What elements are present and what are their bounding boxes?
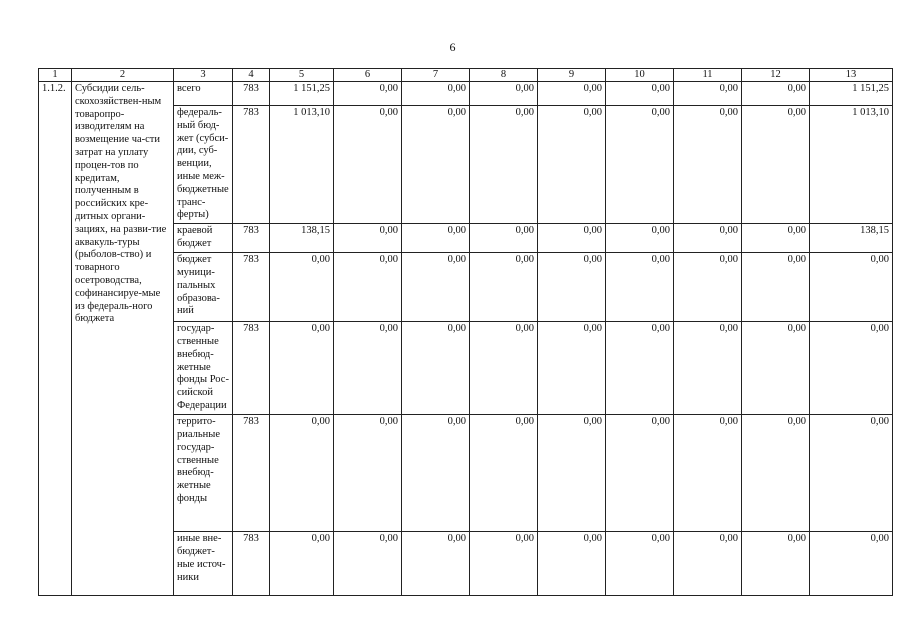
code-cell: 783 xyxy=(233,415,270,532)
value-cell: 0,00 xyxy=(606,106,674,224)
column-header: 5 xyxy=(270,69,334,82)
value-cell: 0,00 xyxy=(810,253,893,322)
value-cell: 138,15 xyxy=(270,224,334,253)
funding-source: иные вне-бюджет-ные источ-ники xyxy=(174,532,233,596)
value-cell: 1 013,10 xyxy=(270,106,334,224)
value-cell: 0,00 xyxy=(538,415,606,532)
value-cell: 0,00 xyxy=(538,322,606,415)
value-cell: 0,00 xyxy=(810,322,893,415)
value-cell: 0,00 xyxy=(538,224,606,253)
value-cell: 0,00 xyxy=(674,253,742,322)
value-cell: 0,00 xyxy=(402,224,470,253)
value-cell: 0,00 xyxy=(270,253,334,322)
value-cell: 0,00 xyxy=(742,532,810,596)
value-cell: 0,00 xyxy=(538,82,606,106)
value-cell: 138,15 xyxy=(810,224,893,253)
column-header: 1 xyxy=(39,69,72,82)
column-header: 11 xyxy=(674,69,742,82)
value-cell: 0,00 xyxy=(334,415,402,532)
funding-source: террито-риальные государ-ственные внебюд-жетные фонды xyxy=(174,415,233,532)
value-cell: 0,00 xyxy=(470,532,538,596)
funding-source: всего xyxy=(174,82,233,106)
column-header: 6 xyxy=(334,69,402,82)
value-cell: 0,00 xyxy=(674,82,742,106)
code-cell: 783 xyxy=(233,532,270,596)
value-cell: 0,00 xyxy=(270,322,334,415)
value-cell: 0,00 xyxy=(742,253,810,322)
funding-source: государ-ственные внебюд-жетные фонды Рос-сийской Федерации xyxy=(174,322,233,415)
value-cell: 0,00 xyxy=(742,224,810,253)
budget-table xyxy=(38,68,893,596)
value-cell: 0,00 xyxy=(334,532,402,596)
value-cell: 0,00 xyxy=(742,82,810,106)
value-cell: 0,00 xyxy=(270,415,334,532)
value-cell: 0,00 xyxy=(538,532,606,596)
value-cell: 0,00 xyxy=(470,106,538,224)
value-cell: 0,00 xyxy=(538,253,606,322)
column-header: 3 xyxy=(174,69,233,82)
value-cell: 1 151,25 xyxy=(270,82,334,106)
value-cell: 0,00 xyxy=(270,532,334,596)
value-cell: 0,00 xyxy=(742,106,810,224)
funding-source: бюджет муници-пальных образова-ний xyxy=(174,253,233,322)
value-cell: 0,00 xyxy=(402,253,470,322)
value-cell: 0,00 xyxy=(606,415,674,532)
value-cell: 1 013,10 xyxy=(810,106,893,224)
value-cell: 0,00 xyxy=(674,224,742,253)
value-cell: 0,00 xyxy=(334,82,402,106)
funding-source: краевой бюджет xyxy=(174,224,233,253)
column-header: 4 xyxy=(233,69,270,82)
value-cell: 0,00 xyxy=(742,415,810,532)
value-cell: 0,00 xyxy=(334,224,402,253)
value-cell: 0,00 xyxy=(606,82,674,106)
value-cell: 0,00 xyxy=(674,415,742,532)
value-cell: 0,00 xyxy=(470,224,538,253)
value-cell: 0,00 xyxy=(674,106,742,224)
value-cell: 0,00 xyxy=(470,322,538,415)
item-description: Субсидии сель-скохозяйствен-ным товаропро-изводителям на возмещение ча-сти затрат на уплату процен-тов по кредитам, полученным в российских кре-дитных органи-зациях, на разви-тие аквакуль-туры (рыболов-ство) и товарного осетроводства, софинансируе-мые из федераль-ного бюджета xyxy=(72,82,174,596)
column-header: 13 xyxy=(810,69,893,82)
value-cell: 0,00 xyxy=(334,106,402,224)
value-cell: 0,00 xyxy=(402,532,470,596)
value-cell: 0,00 xyxy=(402,322,470,415)
value-cell: 0,00 xyxy=(606,532,674,596)
column-header: 12 xyxy=(742,69,810,82)
header-row xyxy=(39,69,893,82)
item-code: 1.1.2. xyxy=(39,82,72,596)
value-cell: 0,00 xyxy=(810,532,893,596)
column-header: 9 xyxy=(538,69,606,82)
value-cell: 0,00 xyxy=(674,532,742,596)
value-cell: 0,00 xyxy=(606,224,674,253)
value-cell: 0,00 xyxy=(538,106,606,224)
funding-source: федераль-ный бюд-жет (субси-дии, суб-венции, иные меж-бюджетные транс-ферты) xyxy=(174,106,233,224)
value-cell: 0,00 xyxy=(402,415,470,532)
table-row xyxy=(39,82,893,106)
code-cell: 783 xyxy=(233,82,270,106)
value-cell: 0,00 xyxy=(470,253,538,322)
value-cell: 1 151,25 xyxy=(810,82,893,106)
value-cell: 0,00 xyxy=(334,253,402,322)
code-cell: 783 xyxy=(233,106,270,224)
value-cell: 0,00 xyxy=(674,322,742,415)
value-cell: 0,00 xyxy=(334,322,402,415)
column-header: 7 xyxy=(402,69,470,82)
value-cell: 0,00 xyxy=(402,106,470,224)
code-cell: 783 xyxy=(233,253,270,322)
value-cell: 0,00 xyxy=(470,415,538,532)
column-header: 10 xyxy=(606,69,674,82)
code-cell: 783 xyxy=(233,322,270,415)
code-cell: 783 xyxy=(233,224,270,253)
page-number: 6 xyxy=(449,40,456,54)
value-cell: 0,00 xyxy=(606,322,674,415)
column-header: 8 xyxy=(470,69,538,82)
value-cell: 0,00 xyxy=(470,82,538,106)
value-cell: 0,00 xyxy=(742,322,810,415)
value-cell: 0,00 xyxy=(606,253,674,322)
value-cell: 0,00 xyxy=(402,82,470,106)
value-cell: 0,00 xyxy=(810,415,893,532)
column-header: 2 xyxy=(72,69,174,82)
